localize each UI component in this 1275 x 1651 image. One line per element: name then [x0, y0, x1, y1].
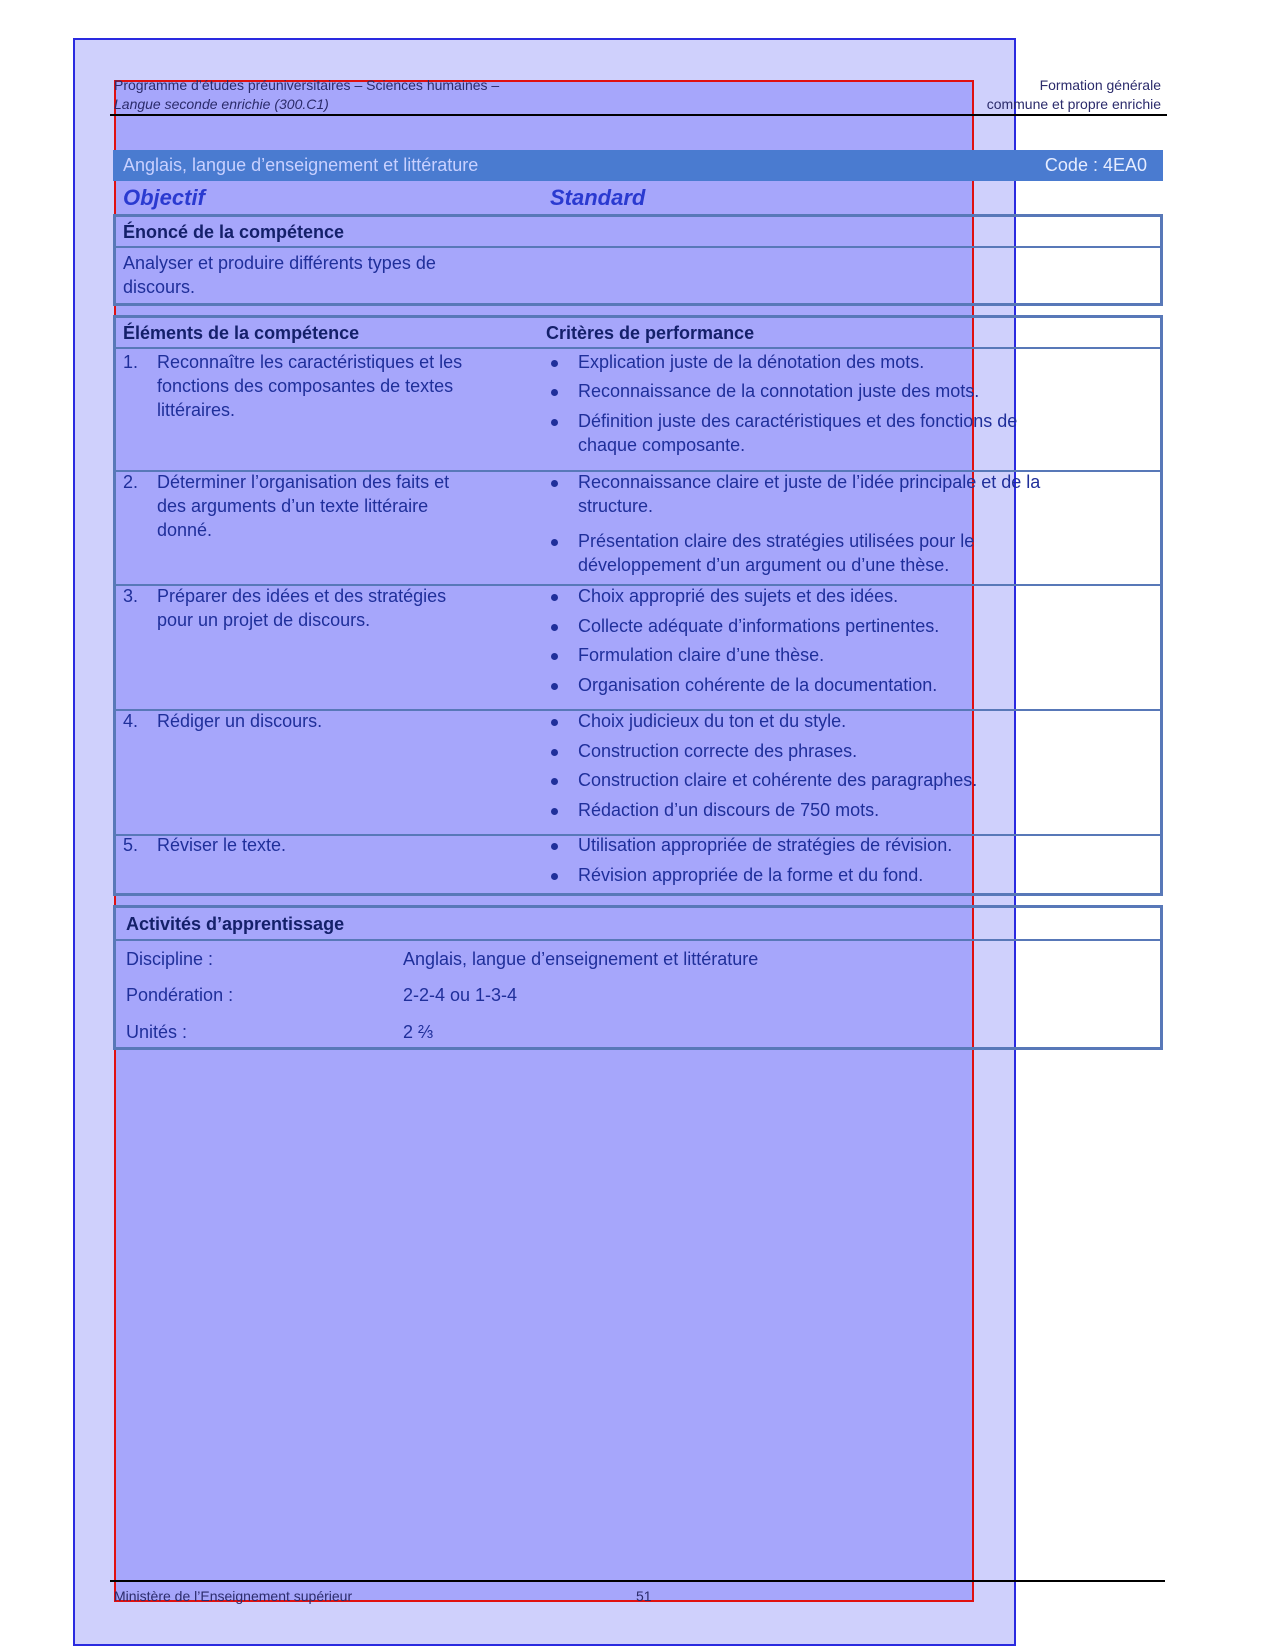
enonce-text-line2: discours. [123, 277, 196, 297]
element-text-line: pour un projet de discours. [157, 610, 371, 630]
course-title-bar [113, 150, 1163, 181]
criterion-text-line: structure. [578, 496, 654, 516]
element-text-line: donné. [157, 520, 213, 540]
enonce-divider [113, 246, 1163, 248]
activites-label-ponderation: Pondération : [126, 985, 234, 1005]
elements-right-title: Critères de performance [546, 323, 755, 343]
criterion-text-line: Choix approprié des sujets et des idées. [578, 586, 899, 606]
objectif-heading: Objectif [123, 185, 205, 210]
element-text-line: Reconnaître les caractéristiques et les [157, 352, 463, 372]
header-program-line2: Langue seconde enrichie (300.C1) [114, 96, 329, 112]
header-right-line2: commune et propre enrichie [986, 96, 1161, 112]
enonce-text-line1: Analyser et produire différents types de [123, 253, 436, 273]
criterion-text-line: Explication juste de la dénotation des mots. [578, 352, 925, 372]
bullet-icon [551, 808, 558, 815]
elements-left-title: Éléments de la compétence [123, 323, 360, 343]
criterion-text-line: Reconnaissance de la connotation juste des mots. [578, 381, 980, 401]
course-code: Code : 4EA0 [1044, 155, 1147, 175]
criterion-text-line: Présentation claire des stratégies utilisées pour le [578, 531, 975, 551]
criterion-text-line: Organisation cohérente de la documentation. [578, 675, 938, 695]
course-title: Anglais, langue d’enseignement et littérature [123, 155, 479, 175]
element-number: 2. [123, 472, 139, 492]
element-text-line: des arguments d’un texte littéraire [157, 496, 429, 516]
element-text-line: Préparer des idées et des stratégies [157, 586, 447, 606]
bullet-icon [551, 719, 558, 726]
header-right-line1: Formation générale [1039, 77, 1161, 93]
criterion-text-line: Construction correcte des phrases. [578, 741, 858, 761]
footer-page-number: 51 [636, 1588, 652, 1604]
bullet-icon [551, 843, 558, 850]
element-text-line: littéraires. [157, 400, 236, 420]
criterion-text-line: chaque composante. [578, 435, 746, 455]
criterion-text-line: Reconnaissance claire et juste de l’idée principale et de la [578, 472, 1041, 492]
bullet-icon [551, 389, 558, 396]
element-text-line: Réviser le texte. [157, 835, 287, 855]
activites-value-ponderation: 2-2-4 ou 1-3-4 [403, 985, 518, 1005]
enonce-title: Énoncé de la compétence [123, 222, 345, 242]
element-text-line: Déterminer l’organisation des faits et [157, 472, 450, 492]
bullet-icon [551, 778, 558, 785]
bullet-icon [551, 360, 558, 367]
criterion-text-line: Collecte adéquate d’informations pertinentes. [578, 616, 940, 636]
criterion-text-line: Construction claire et cohérente des paragraphes. [578, 770, 978, 790]
criterion-text-line: Formulation claire d’une thèse. [578, 645, 825, 665]
bullet-icon [551, 749, 558, 756]
header-program-line1: Programme d’études préuniversitaires – Sciences humaines – [114, 77, 500, 93]
bullet-icon [551, 653, 558, 660]
criterion-text-line: Utilisation appropriée de stratégies de révision. [578, 835, 953, 855]
element-number: 1. [123, 352, 139, 372]
header-rule [110, 114, 1167, 116]
footer-rule [110, 1580, 1165, 1582]
bullet-icon [551, 624, 558, 631]
bullet-icon [551, 594, 558, 601]
element-text-line: Rédiger un discours. [157, 711, 323, 731]
elements-header-divider [113, 347, 1163, 349]
element-text-line: fonctions des composantes de textes [157, 376, 454, 396]
activites-label-unites: Unités : [126, 1022, 188, 1042]
criterion-text-line: Choix judicieux du ton et du style. [578, 711, 847, 731]
activites-value-unites: 2 ⅔ [403, 1022, 434, 1042]
activites-label-discipline: Discipline : [126, 949, 214, 969]
element-number: 3. [123, 586, 139, 606]
criterion-text-line: Définition juste des caractéristiques et des fonctions de [578, 411, 1018, 431]
bullet-icon [551, 539, 558, 546]
criterion-text-line: Rédaction d’un discours de 750 mots. [578, 800, 880, 820]
bullet-icon [551, 480, 558, 487]
element-number: 4. [123, 711, 139, 731]
criterion-text-line: Révision appropriée de la forme et du fond. [578, 865, 924, 885]
bullet-icon [551, 419, 558, 426]
standard-heading: Standard [550, 185, 646, 210]
element-number: 5. [123, 835, 139, 855]
activites-divider [113, 939, 1163, 941]
activites-value-discipline: Anglais, langue d’enseignement et littérature [403, 949, 759, 969]
activites-title: Activités d’apprentissage [126, 914, 345, 934]
bullet-icon [551, 873, 558, 880]
footer-ministry: Ministère de l’Enseignement supérieur [114, 1588, 353, 1604]
bullet-icon [551, 683, 558, 690]
criterion-text-line: développement d’un argument ou d’une thèse. [578, 555, 950, 575]
